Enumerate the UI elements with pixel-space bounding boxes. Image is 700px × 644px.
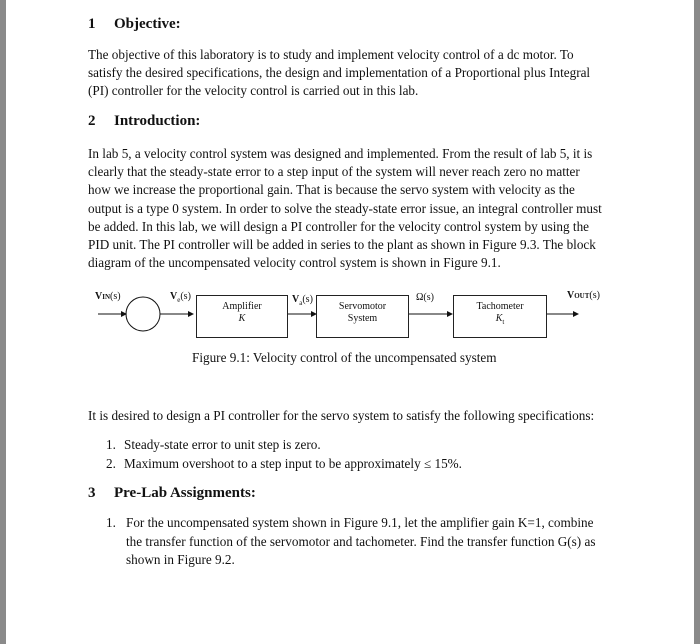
paragraph-line: satisfy the desired specifications, the design and implementation of a Proportional plus Integral [88, 65, 591, 81]
paragraph-line: be added. In this lab, we will design a PI controller for the velocity control system by using the [88, 218, 590, 234]
tachometer-gain: K [495, 313, 503, 324]
paragraph-line: diagram of the uncompensated velocity control system is shown in Figure 9.1. [88, 255, 501, 271]
amplifier-gain: K [238, 313, 246, 324]
figure-caption: Figure 9.1: Velocity control of the uncompensated system [192, 350, 497, 365]
label-ve: $V_e(s)$ [170, 291, 191, 304]
section-title: Introduction: [114, 113, 201, 129]
label-vin: VIN(s) [95, 291, 121, 302]
amplifier-block [196, 295, 288, 338]
paragraph-line: how we increase the proportional gain. That is because the servo system with velocity as the [88, 182, 575, 198]
paragraph-line: clearly that the steady-state error to a step input of the system will never reach zero no matter [88, 164, 580, 180]
section-number: 2 [88, 113, 96, 129]
section-number: 3 [88, 485, 96, 501]
paragraph-line: output is a type 0 system. In order to solve the steady-state error issue, an integral controller must [88, 200, 602, 216]
section-title: Pre-Lab Assignments: [114, 485, 256, 501]
label-va: $V_a(s)$ [292, 294, 313, 307]
paragraph-line: the transfer function of the servomotor and tachometer. Find the transfer function G(s) as [126, 533, 596, 549]
paragraph-line: For the uncompensated system shown in Figure 9.1, let the amplifier gain K=1, combine [126, 515, 594, 530]
paragraph-line: shown in Figure 9.2. [126, 552, 235, 567]
spec-intro: It is desired to design a PI controller for the servo system to satisfy the following specifications: [88, 408, 595, 423]
section-title: Objective: [114, 16, 181, 32]
spec-item: 1. Steady-state error to unit step is zero. [106, 437, 321, 452]
servomotor-block [316, 295, 409, 338]
tachometer-label: Tachometer [476, 301, 524, 312]
paragraph-line: The objective of this laboratory is to study and implement velocity control of a dc motor. To [88, 47, 574, 62]
heading-prelab [88, 485, 256, 502]
amplifier-label: Amplifier [222, 301, 262, 312]
paragraph-line: (PI) controller for the velocity control is carried out in this lab. [88, 83, 419, 99]
servomotor-label: Servomotor [338, 301, 387, 312]
servomotor-label-2: System [347, 313, 378, 324]
prelab-item-number: 1. [106, 515, 116, 530]
label-omega: Ω(s) [416, 292, 434, 303]
label-vout: VOUT(s) [567, 290, 600, 301]
section-number: 1 [88, 16, 96, 32]
paragraph-line: PID unit. The PI controller will be added in series to the plant as shown in Figure 9.3. The block [88, 237, 596, 252]
paragraph-line: In lab 5, a velocity control system was designed and implemented. From the result of lab 5, it is [88, 146, 593, 161]
tachometer-block: Tachometer $K_t$ [453, 295, 547, 338]
spec-item: 2. Maximum overshoot to a step input to be approximately ≤ 15%. [106, 456, 462, 471]
